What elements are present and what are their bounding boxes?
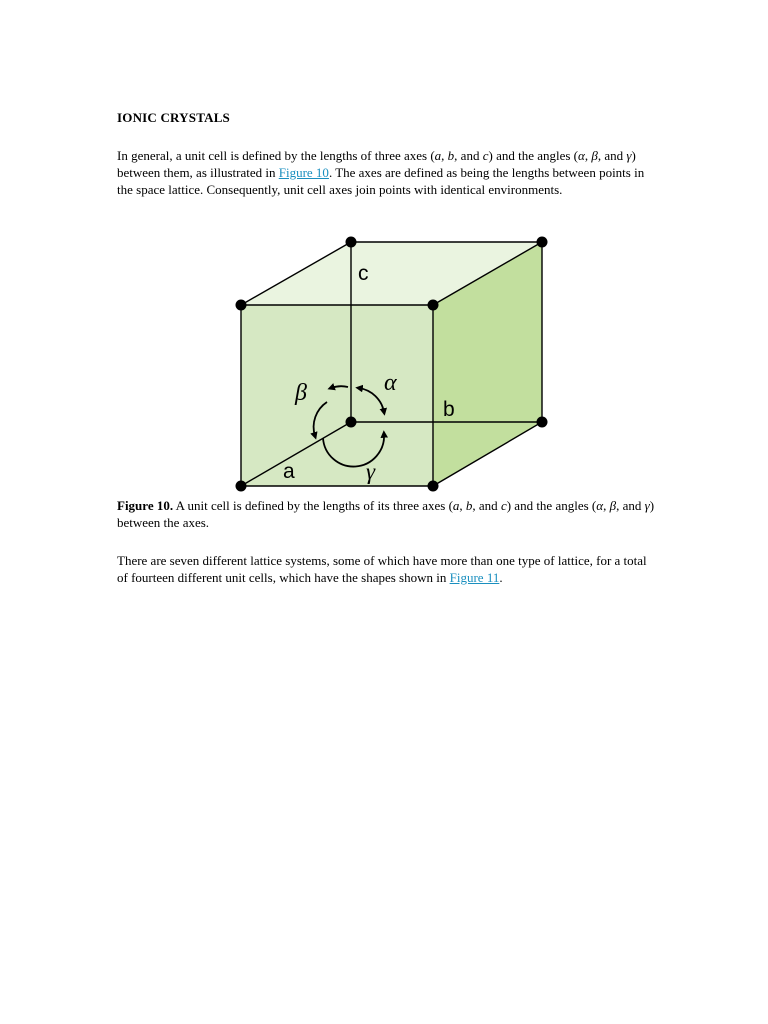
- intro-paragraph: [117, 147, 657, 198]
- angle-gamma-text: γ: [626, 148, 632, 163]
- front-face: [241, 305, 433, 486]
- text-run: . The axes are defined as being the lengths between points in the space lattice. Consequently, unit cell axes join points with identical environments.: [117, 165, 645, 197]
- angle-beta-text: β: [591, 148, 598, 163]
- angle-alpha-text: α: [578, 148, 585, 163]
- text-run: , and: [454, 148, 483, 163]
- text-run: ,: [441, 148, 448, 163]
- text-run: In general, a unit cell is defined by the lengths of three axes (: [117, 148, 435, 163]
- unit-cell-figure: [227, 230, 557, 495]
- axis-a-text: a: [434, 148, 442, 163]
- text-run: ) and the angles (: [506, 498, 597, 513]
- text-run: , and: [616, 498, 645, 513]
- axis-c-label: c: [358, 262, 369, 285]
- text-run: ,: [584, 148, 592, 163]
- axis-c-text: c: [500, 498, 507, 513]
- text-run: There are seven different lattice systems, some of which have more than one type of lattice, for a total of fourteen different unit cells, which have the shapes shown in: [117, 553, 647, 585]
- axis-a-text: a: [452, 498, 460, 513]
- lattice-paragraph: [117, 552, 657, 586]
- angle-gamma-text: γ: [644, 498, 650, 513]
- text-run: A unit cell is defined by the lengths of its three axes (: [173, 498, 453, 513]
- figure-caption: [117, 497, 657, 531]
- figure-11-link[interactable]: Figure 11: [449, 570, 500, 585]
- angle-beta-label: β: [295, 380, 307, 406]
- caption-label: Figure 10.: [117, 498, 174, 513]
- angle-gamma-label: γ: [366, 459, 376, 484]
- text-run: ) between the axes.: [117, 498, 655, 530]
- axis-b-label: b: [443, 398, 455, 421]
- axis-b-text: b: [465, 498, 473, 513]
- text-run: ) and the angles (: [488, 148, 579, 163]
- text-run: ,: [603, 498, 610, 513]
- text-run: , and: [472, 498, 501, 513]
- axis-b-text: b: [447, 148, 455, 163]
- axis-c-text: c: [482, 148, 489, 163]
- figure-10-link[interactable]: Figure 10: [278, 165, 329, 180]
- axis-a-label: a: [283, 460, 295, 483]
- text-run: , and: [597, 148, 627, 163]
- angle-alpha-label: α: [384, 370, 397, 396]
- text-run: ) between them, as illustrated in: [117, 148, 636, 180]
- text-run: .: [499, 570, 503, 585]
- text-run: ,: [459, 498, 466, 513]
- angle-beta-text: β: [609, 498, 617, 513]
- section-heading: IONIC CRYSTALS: [117, 110, 230, 125]
- angle-alpha-text: α: [596, 498, 604, 513]
